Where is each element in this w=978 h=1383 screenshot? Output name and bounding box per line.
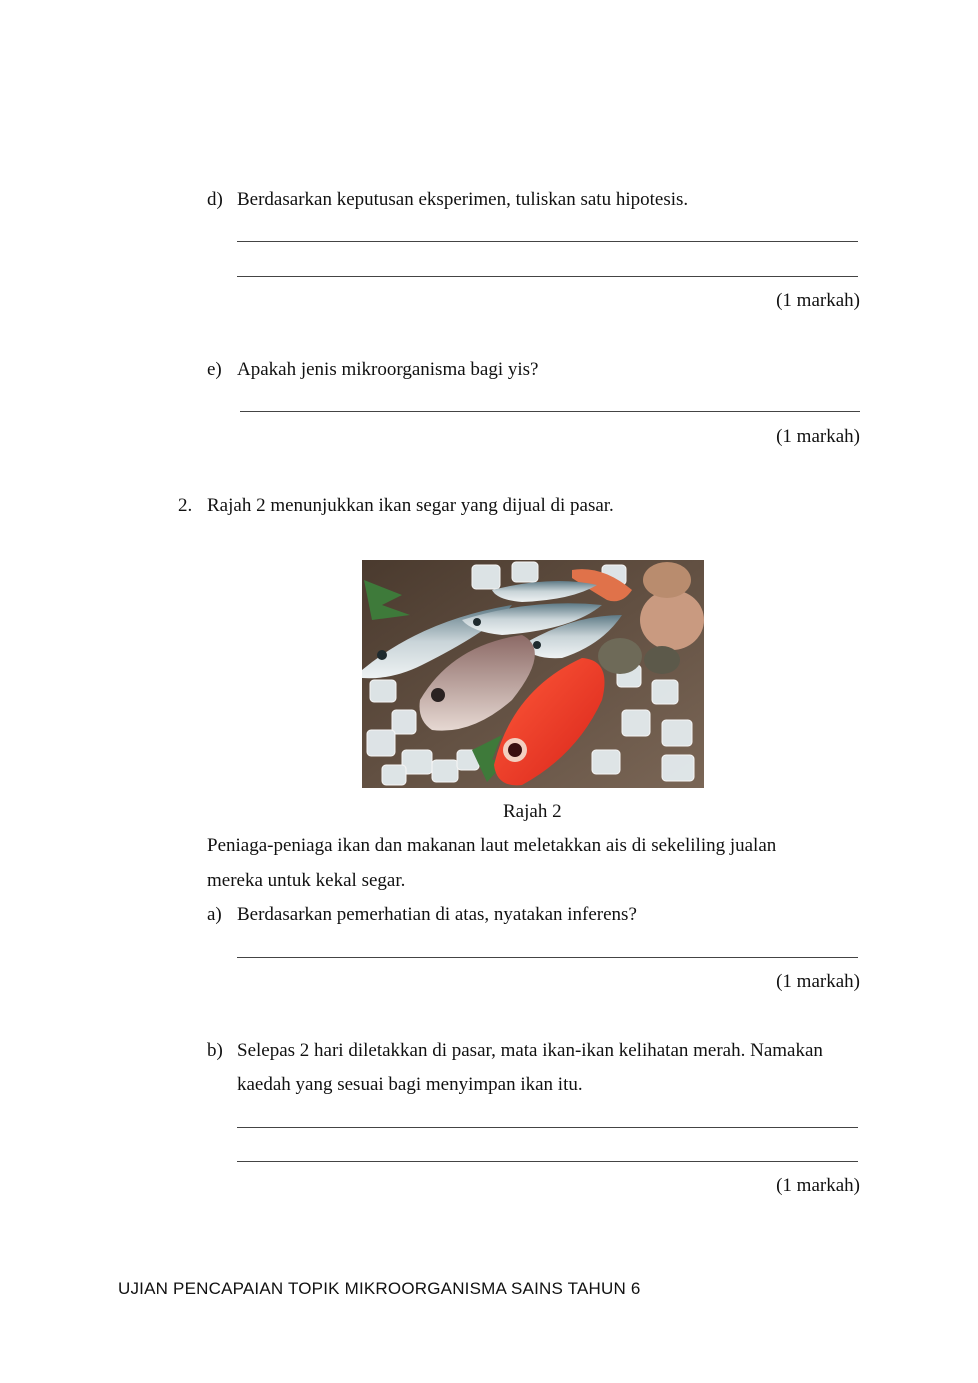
q2a-marks: (1 markah) [776,971,860,992]
q2b-question-line1: Selepas 2 hari diletakkan di pasar, mata ikan-ikan kelihatan merah. Namakan [237,1040,823,1061]
q2-passage-line1: Peniaga-peniaga ikan dan makanan laut meletakkan ais di sekeliling jualan [207,835,777,856]
q2b-label: b) [207,1040,223,1061]
q1e-marks: (1 markah) [776,426,860,447]
q2-passage-line2: mereka untuk kekal segar. [207,870,406,891]
q1e-question: Apakah jenis mikroorganisma bagi yis? [237,359,539,380]
answer-line [237,276,858,277]
q1d-label: d) [207,189,223,210]
answer-line [237,1127,858,1128]
q2b-marks: (1 markah) [776,1175,860,1196]
answer-line [240,411,860,412]
q1d-question: Berdasarkan keputusan eksperimen, tuliskan satu hipotesis. [237,189,689,210]
q2-stem: Rajah 2 menunjukkan ikan segar yang dijual di pasar. [207,495,614,516]
page-footer: UJIAN PENCAPAIAN TOPIK MIKROORGANISMA SAINS TAHUN 6 [118,1279,641,1298]
answer-line [237,1161,858,1162]
q2-number: 2. [178,495,193,516]
fish-photo [362,560,704,788]
q2a-question: Berdasarkan pemerhatian di atas, nyatakan inferens? [237,904,637,925]
answer-line [237,957,858,958]
q2a-label: a) [207,904,222,925]
q1d-marks: (1 markah) [776,290,860,311]
answer-line [237,241,858,242]
q2b-question-line2: kaedah yang sesuai bagi menyimpan ikan itu. [237,1074,583,1095]
figure-caption: Rajah 2 [503,801,562,822]
q1e-label: e) [207,359,222,380]
